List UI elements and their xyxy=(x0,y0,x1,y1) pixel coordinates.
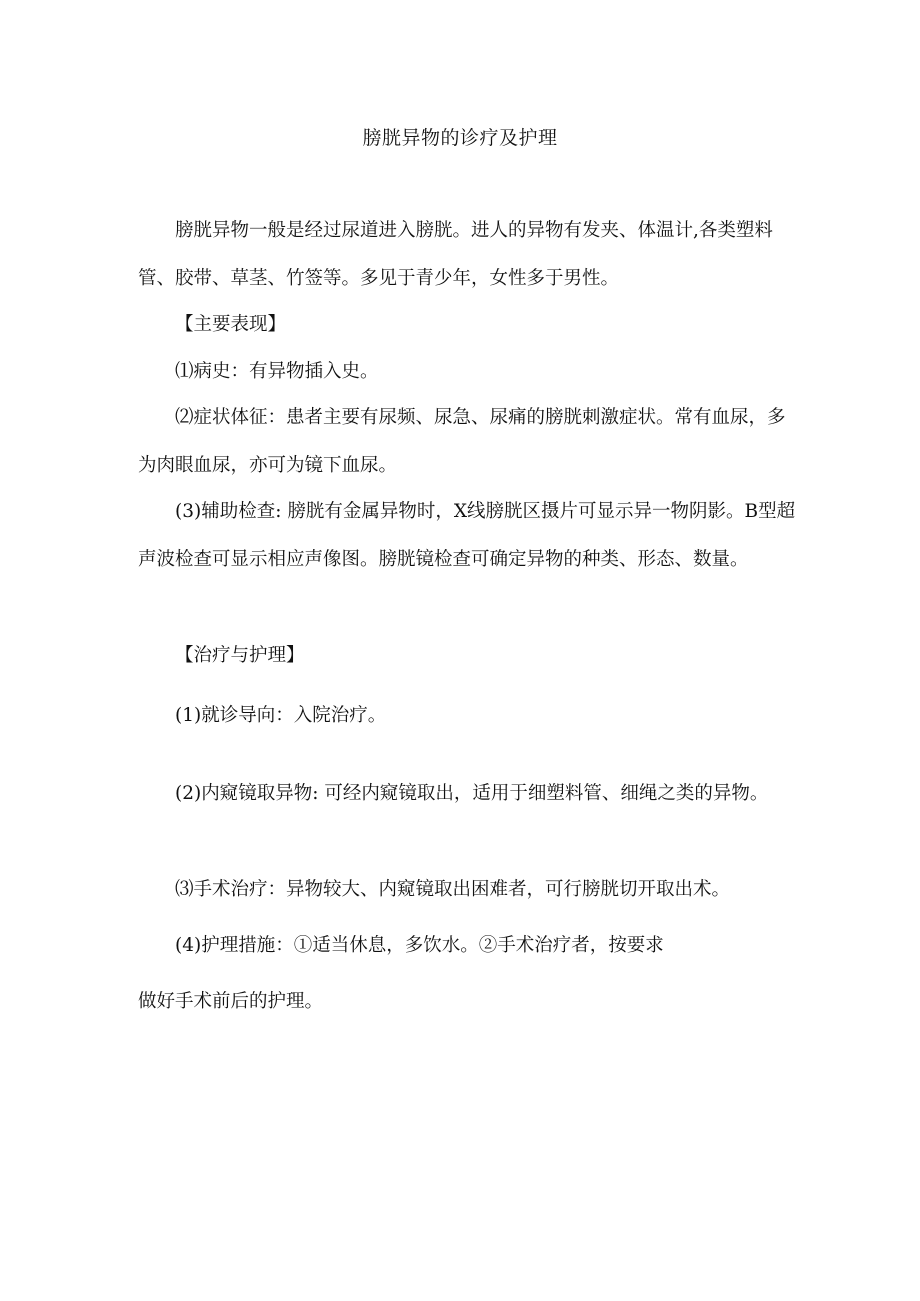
treatment-item-surgery: ⑶手术治疗：异物较大、内窥镜取出困难者，可行膀胱切开取出术。 xyxy=(175,879,731,900)
treatment-item-nursing: (4)护理措施：①适当休息，多饮水。②手术治疗者，按要求 xyxy=(175,935,664,956)
treatment-item-nursing-continued: 做好手术前后的护理。 xyxy=(138,991,324,1012)
section-heading-main-symptoms: 【主要表现】 xyxy=(175,314,287,335)
treatment-item-endoscope: (2)内窥镜取异物: 可经内窥镜取出，适用于细塑料管、细绳之类的异物。 xyxy=(175,783,769,804)
symptom-item-signs: ⑵症状体征：患者主要有尿频、尿急、尿痛的膀胱刺激症状。常有血尿，多为肉眼血尿，亦可为镜下血尿。 xyxy=(138,407,786,476)
symptom-item-exams: (3)辅助检查: 膀胱有金属异物时，X线膀胱区摄片可显示异一物阴影。B型超声波检查可显示相应声像图。膀胱镜检查可确定异物的种类、形态、数量。 xyxy=(138,501,796,570)
treatment-item-guidance: (1)就诊导向：入院治疗。 xyxy=(175,705,387,726)
symptom-item-history: ⑴病史：有异物插入史。 xyxy=(175,361,379,382)
document-title: 膀胱异物的诊疗及护理 xyxy=(362,127,558,149)
section-heading-treatment: 【治疗与护理】 xyxy=(175,645,305,666)
intro-paragraph: 膀胱异物一般是经过尿道进入膀胱。进人的异物有发夹、体温计,各类塑料管、胶带、草茎、竹签等。多见于青少年，女性多于男性。 xyxy=(138,220,773,289)
